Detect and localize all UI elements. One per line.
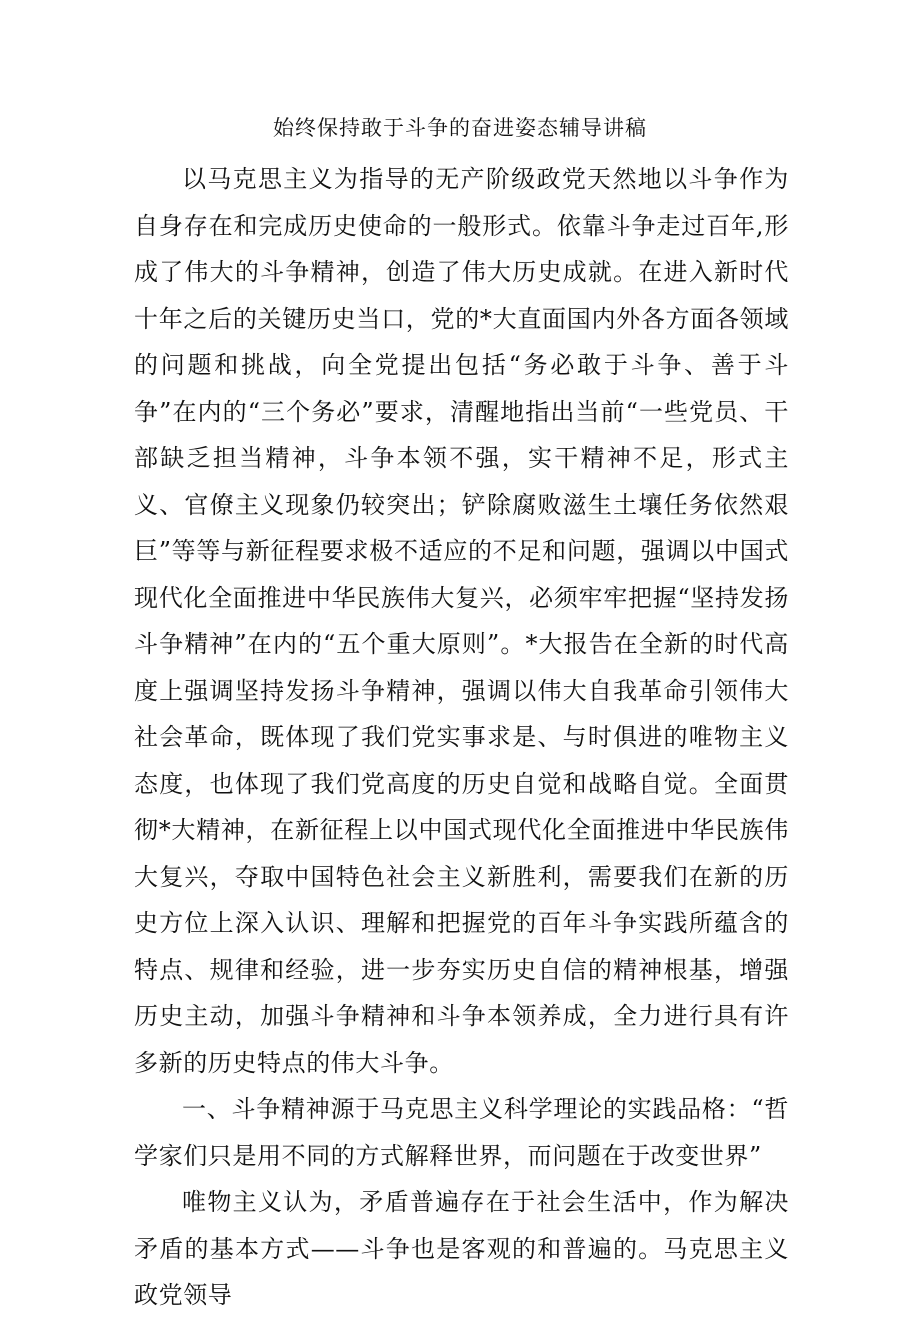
section-paragraph: 唯物主义认为，矛盾普遍存在于社会生活中，作为解决矛盾的基本方式——斗争也是客观的和普遍的。马克思主义政党领导: [134, 1188, 789, 1309]
intro-paragraph: 以马克思主义为指导的无产阶级政党天然地以斗争作为自身存在和完成历史使命的一般形式。依靠斗争走过百年,形成了伟大的斗争精神，创造了伟大历史成就。在进入新时代十年之后的关键历史当口，党的*大直面国内外各方面各领域的问题和挑战，向全党提出包括“务必敢于斗争、善于斗争”在内的“三个务必”要求，清醒地指出当前“一些党员、干部缺乏担当精神，斗争本领不强，实干精神不足，形式主义、官僚主义现象仍较突出；铲除腐败滋生土壤任务依然艰巨”等等与新征程要求极不适应的不足和问题，强调以中国式现代化全面推进中华民族伟大复兴，必须牢牢把握“坚持发扬斗争精神”在内的“五个重大原则”。*大报告在全新的时代高度上强调坚持发扬斗争精神，强调以伟大自我革命引领伟大社会革命，既体现了我们党实事求是、与时俱进的唯物主义态度，也体现了我们党高度的历史自觉和战略自觉。全面贯彻*大精神，在新征程上以中国式现代化全面推进中华民族伟大复兴，夺取中国特色社会主义新胜利，需要我们在新的历史方位上深入认识、理解和把握党的百年斗争实践所蕴含的特点、规律和经验，进一步夯实历史自信的精神根基，增强历史主动，加强斗争精神和斗争本领养成，全力进行具有许多新的历史特点的伟大斗争。: [134, 165, 789, 1077]
section-heading: 一、斗争精神源于马克思主义科学理论的实践品格：“哲学家们只是用不同的方式解释世界，而问题在于改变世界”: [134, 1095, 789, 1170]
document-title: 始终保持敢于斗争的奋进姿态辅导讲稿: [273, 116, 647, 140]
document-body: [134, 156, 789, 1319]
